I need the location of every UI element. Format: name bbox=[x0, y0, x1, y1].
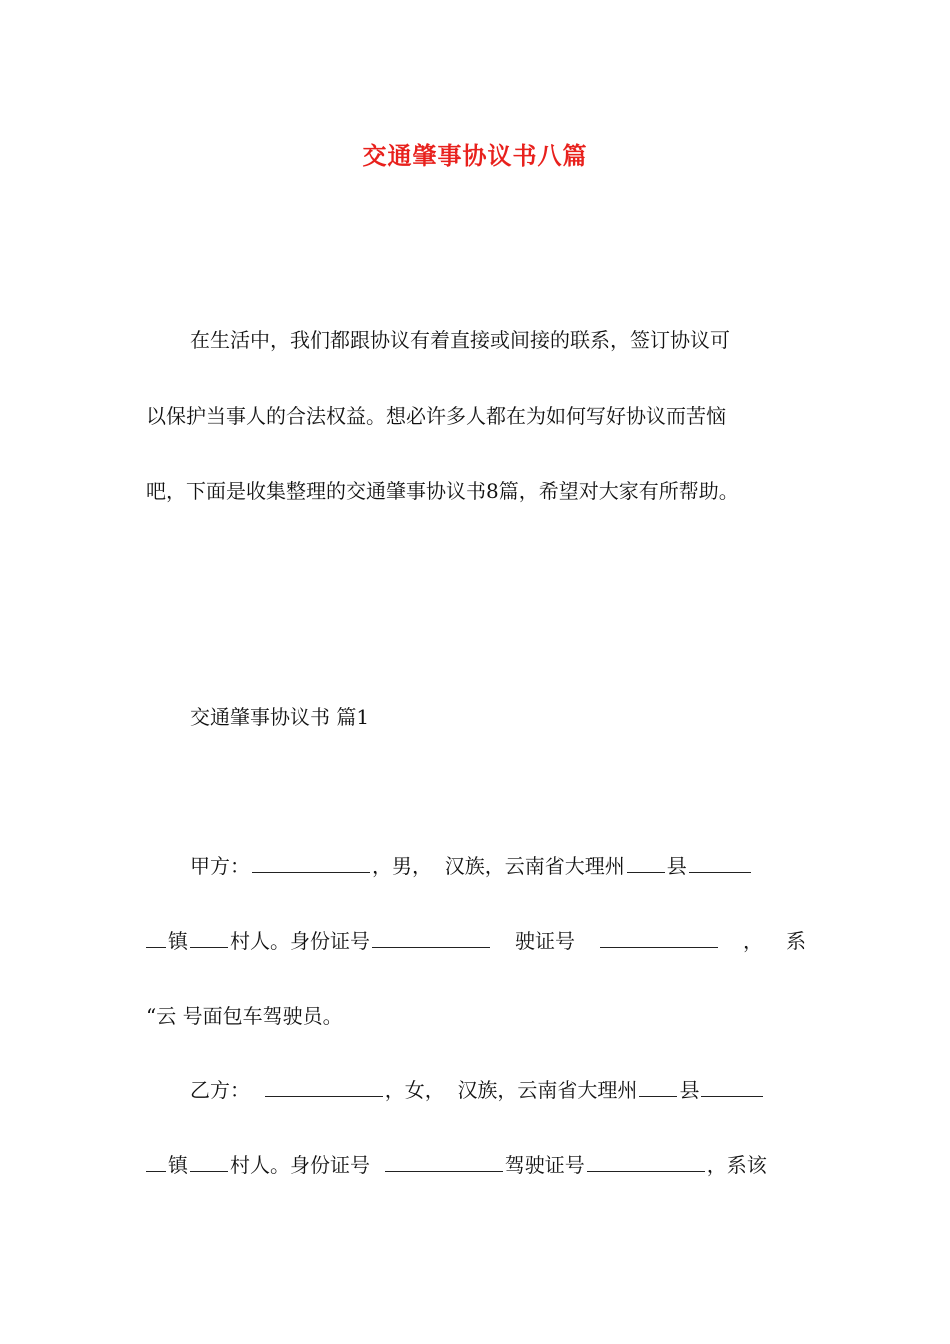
document-title: 交通肇事协议书八篇 bbox=[362, 141, 588, 170]
party-b-ethnicity: 汉族，云南省大理州 bbox=[457, 1078, 638, 1102]
party-b-county: 县 bbox=[679, 1078, 700, 1102]
party-a-relation: 系 bbox=[786, 929, 806, 953]
party-b-label: 乙方： bbox=[190, 1078, 250, 1102]
party-a-county-blank bbox=[627, 852, 665, 873]
party-a-town-blank-a bbox=[689, 852, 751, 873]
party-a-line-3: “云 号面包车驾驶员。 bbox=[146, 1004, 343, 1028]
intro-line-1: 在生活中，我们都跟协议有着直接或间接的联系，签订协议可 bbox=[190, 328, 730, 352]
party-a-line-2 bbox=[146, 927, 806, 955]
party-a-name-blank bbox=[252, 852, 370, 873]
party-a-line-1 bbox=[190, 852, 753, 880]
party-a-village-blank bbox=[190, 927, 228, 948]
party-b-relation: ，系该 bbox=[706, 1153, 767, 1177]
party-b-town: 镇 bbox=[168, 1153, 188, 1177]
party-a-ethnicity: 汉族，云南省大理州 bbox=[444, 854, 625, 878]
party-a-sep: ， bbox=[743, 929, 763, 953]
party-b-id-blank bbox=[385, 1151, 503, 1172]
party-b-license: 驾驶证号 bbox=[504, 1153, 585, 1177]
party-a-town: 镇 bbox=[168, 929, 188, 953]
party-a-license-blank bbox=[600, 927, 718, 948]
party-b-village: 村人。身份证号 bbox=[230, 1153, 370, 1177]
party-b-gender: ，女， bbox=[384, 1078, 445, 1102]
party-b-line-2 bbox=[146, 1151, 767, 1179]
intro-line-3: 吧，下面是收集整理的交通肇事协议书8篇，希望对大家有所帮助。 bbox=[146, 479, 739, 503]
party-b-village-blank bbox=[190, 1151, 228, 1172]
section-heading: 交通肇事协议书 篇1 bbox=[190, 705, 370, 729]
party-a-license: 驶证号 bbox=[515, 929, 575, 953]
party-b-line-1 bbox=[190, 1076, 765, 1104]
party-a-gender: ，男， bbox=[372, 854, 432, 878]
party-a-id-blank bbox=[372, 927, 490, 948]
party-a-village: 村人。身份证号 bbox=[230, 929, 370, 953]
party-b-county-blank bbox=[639, 1076, 677, 1097]
party-b-town-blank-a bbox=[701, 1076, 763, 1097]
party-a-town-blank-b bbox=[146, 927, 166, 948]
intro-line-2: 以保护当事人的合法权益。想必许多人都在为如何写好协议而苦恼 bbox=[146, 404, 726, 428]
party-a-county: 县 bbox=[666, 854, 687, 878]
party-b-name-blank bbox=[265, 1076, 383, 1097]
party-b-license-blank bbox=[587, 1151, 705, 1172]
party-b-town-blank-b bbox=[146, 1151, 166, 1172]
party-a-label: 甲方： bbox=[190, 854, 250, 878]
